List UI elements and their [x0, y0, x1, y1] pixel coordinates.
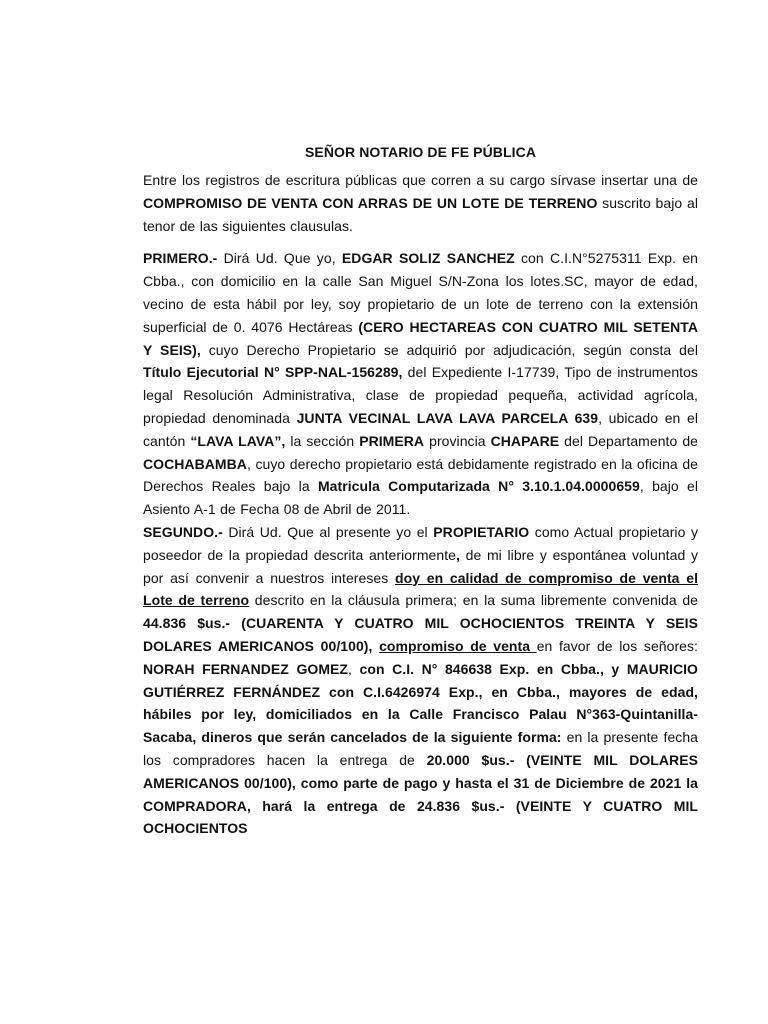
text-run: 20.000 $us.- (VEINTE MIL DOLARES AMERICANOS 00/100), como parte de pago y hasta el 31 de Diciembre de 2021 la COMPRADORA, hará la entrega de 24.836 $us.- (VEINTE Y CUATRO MIL OCHOCIENTOS: [143, 751, 698, 837]
text-run: con C.I.N°5275311 Exp. en Cbba., con domicilio en la calle San Miguel S/N-Zona los lotes.SC, mayor de edad, vecino de esta hábil por ley, soy propietario de un lote de terreno con la extensión superficial de 0. 4076 Hectáreas: [143, 250, 698, 335]
text-run: , cuyo derecho propietario está debidamente registrado en la oficina de Derechos Reales bajo la: [143, 455, 698, 495]
text-run: 44.836 $us.- (CUARENTA Y CUATRO MIL OCHOCIENTOS TREINTA Y SEIS DOLARES AMERICANOS 00/100),: [143, 615, 698, 654]
text-run: doy en calidad de compromiso de venta el Lote de terreno: [143, 569, 699, 609]
text-run: en la presente fecha los compradores hacen la entrega de: [143, 729, 699, 768]
text-run: SEGUNDO.-: [143, 523, 223, 540]
text-run: PROPIETARIO: [433, 523, 530, 540]
text-run: la sección: [285, 432, 360, 449]
text-run: descrito en la cláusula primera; en la suma libremente convenida de: [249, 592, 699, 609]
text-run: Dirá Ud. Que yo,: [217, 250, 342, 267]
text-run: Título Ejecutorial N° SPP-NAL-156289,: [143, 364, 403, 381]
text-run: como Actual propietario y poseedor de la propiedad descrita anteriormente: [143, 523, 698, 563]
text-run: PRIMERO.-: [143, 250, 218, 267]
text-run: con C.I. N° 846638 Exp. en Cbba., y MAURICIO GUTIÉRREZ FERNÁNDEZ con C.I.6426974 Exp., en Cbba., mayores de edad, hábiles por ley, domiciliados en la Calle Francisco Palau N°363-Quintanilla-Sacaba, dineros que serán cancelados de la siguiente forma:: [143, 660, 698, 746]
text-run: suscrito bajo al tenor de las siguientes clausulas.: [143, 194, 698, 234]
text-run: Matricula Computarizada N° 3.10.1.04.0000659: [317, 478, 640, 495]
text-run: ,: [455, 546, 460, 563]
document-title: SEÑOR NOTARIO DE FE PÚBLICA: [304, 144, 537, 160]
clause-segundo: [143, 521, 698, 840]
text-run: CHAPARE: [490, 432, 560, 449]
text-run: en favor de los señores:: [536, 637, 698, 654]
text-run: NORAH FERNANDEZ GOMEZ: [143, 660, 349, 677]
text-run: Entre los registros de escritura públicas que corren a su cargo sírvase insertar una de: [143, 172, 698, 188]
text-run: Dirá Ud. Que al presente yo el: [222, 523, 434, 540]
text-run: COMPROMISO DE VENTA CON ARRAS DE UN LOTE DE TERRENO: [143, 194, 598, 211]
text-run: , bajo el Asiento A-1 de Fecha 08 de Abril de 2011.: [143, 478, 698, 518]
text-run: EDGAR SOLIZ SANCHEZ: [341, 250, 515, 267]
text-run: del Expediente I-17739, Tipo de instrumentos legal Resolución Administrativa, clase de propiedad pequeña, actividad agrícola, propiedad denominada: [143, 364, 698, 426]
text-run: (CERO HECTAREAS CON CUATRO MIL SETENTA Y SEIS),: [143, 318, 698, 358]
intro-paragraph: [143, 169, 698, 237]
clause-primero: [143, 247, 698, 521]
text-run: PRIMERA: [359, 432, 425, 449]
text-run: COCHABAMBA: [143, 455, 247, 472]
text-run: JUNTA VECINAL LAVA LAVA PARCELA 639: [296, 409, 599, 426]
text-run: , ubicado en el cantón: [143, 409, 698, 449]
document-page: [143, 141, 698, 840]
text-run: ,: [348, 660, 360, 677]
text-run: de mi libre y espontánea voluntad y por así convenir a nuestros intereses: [143, 546, 698, 586]
text-run: del Departamento de: [559, 432, 698, 449]
text-run: provincia: [424, 432, 491, 449]
text-run: cuyo Derecho Propietario se adquirió por adjudicación, según consta del: [200, 341, 698, 358]
text-run: “LAVA LAVA”,: [190, 432, 286, 449]
text-run: compromiso de venta: [379, 637, 537, 654]
